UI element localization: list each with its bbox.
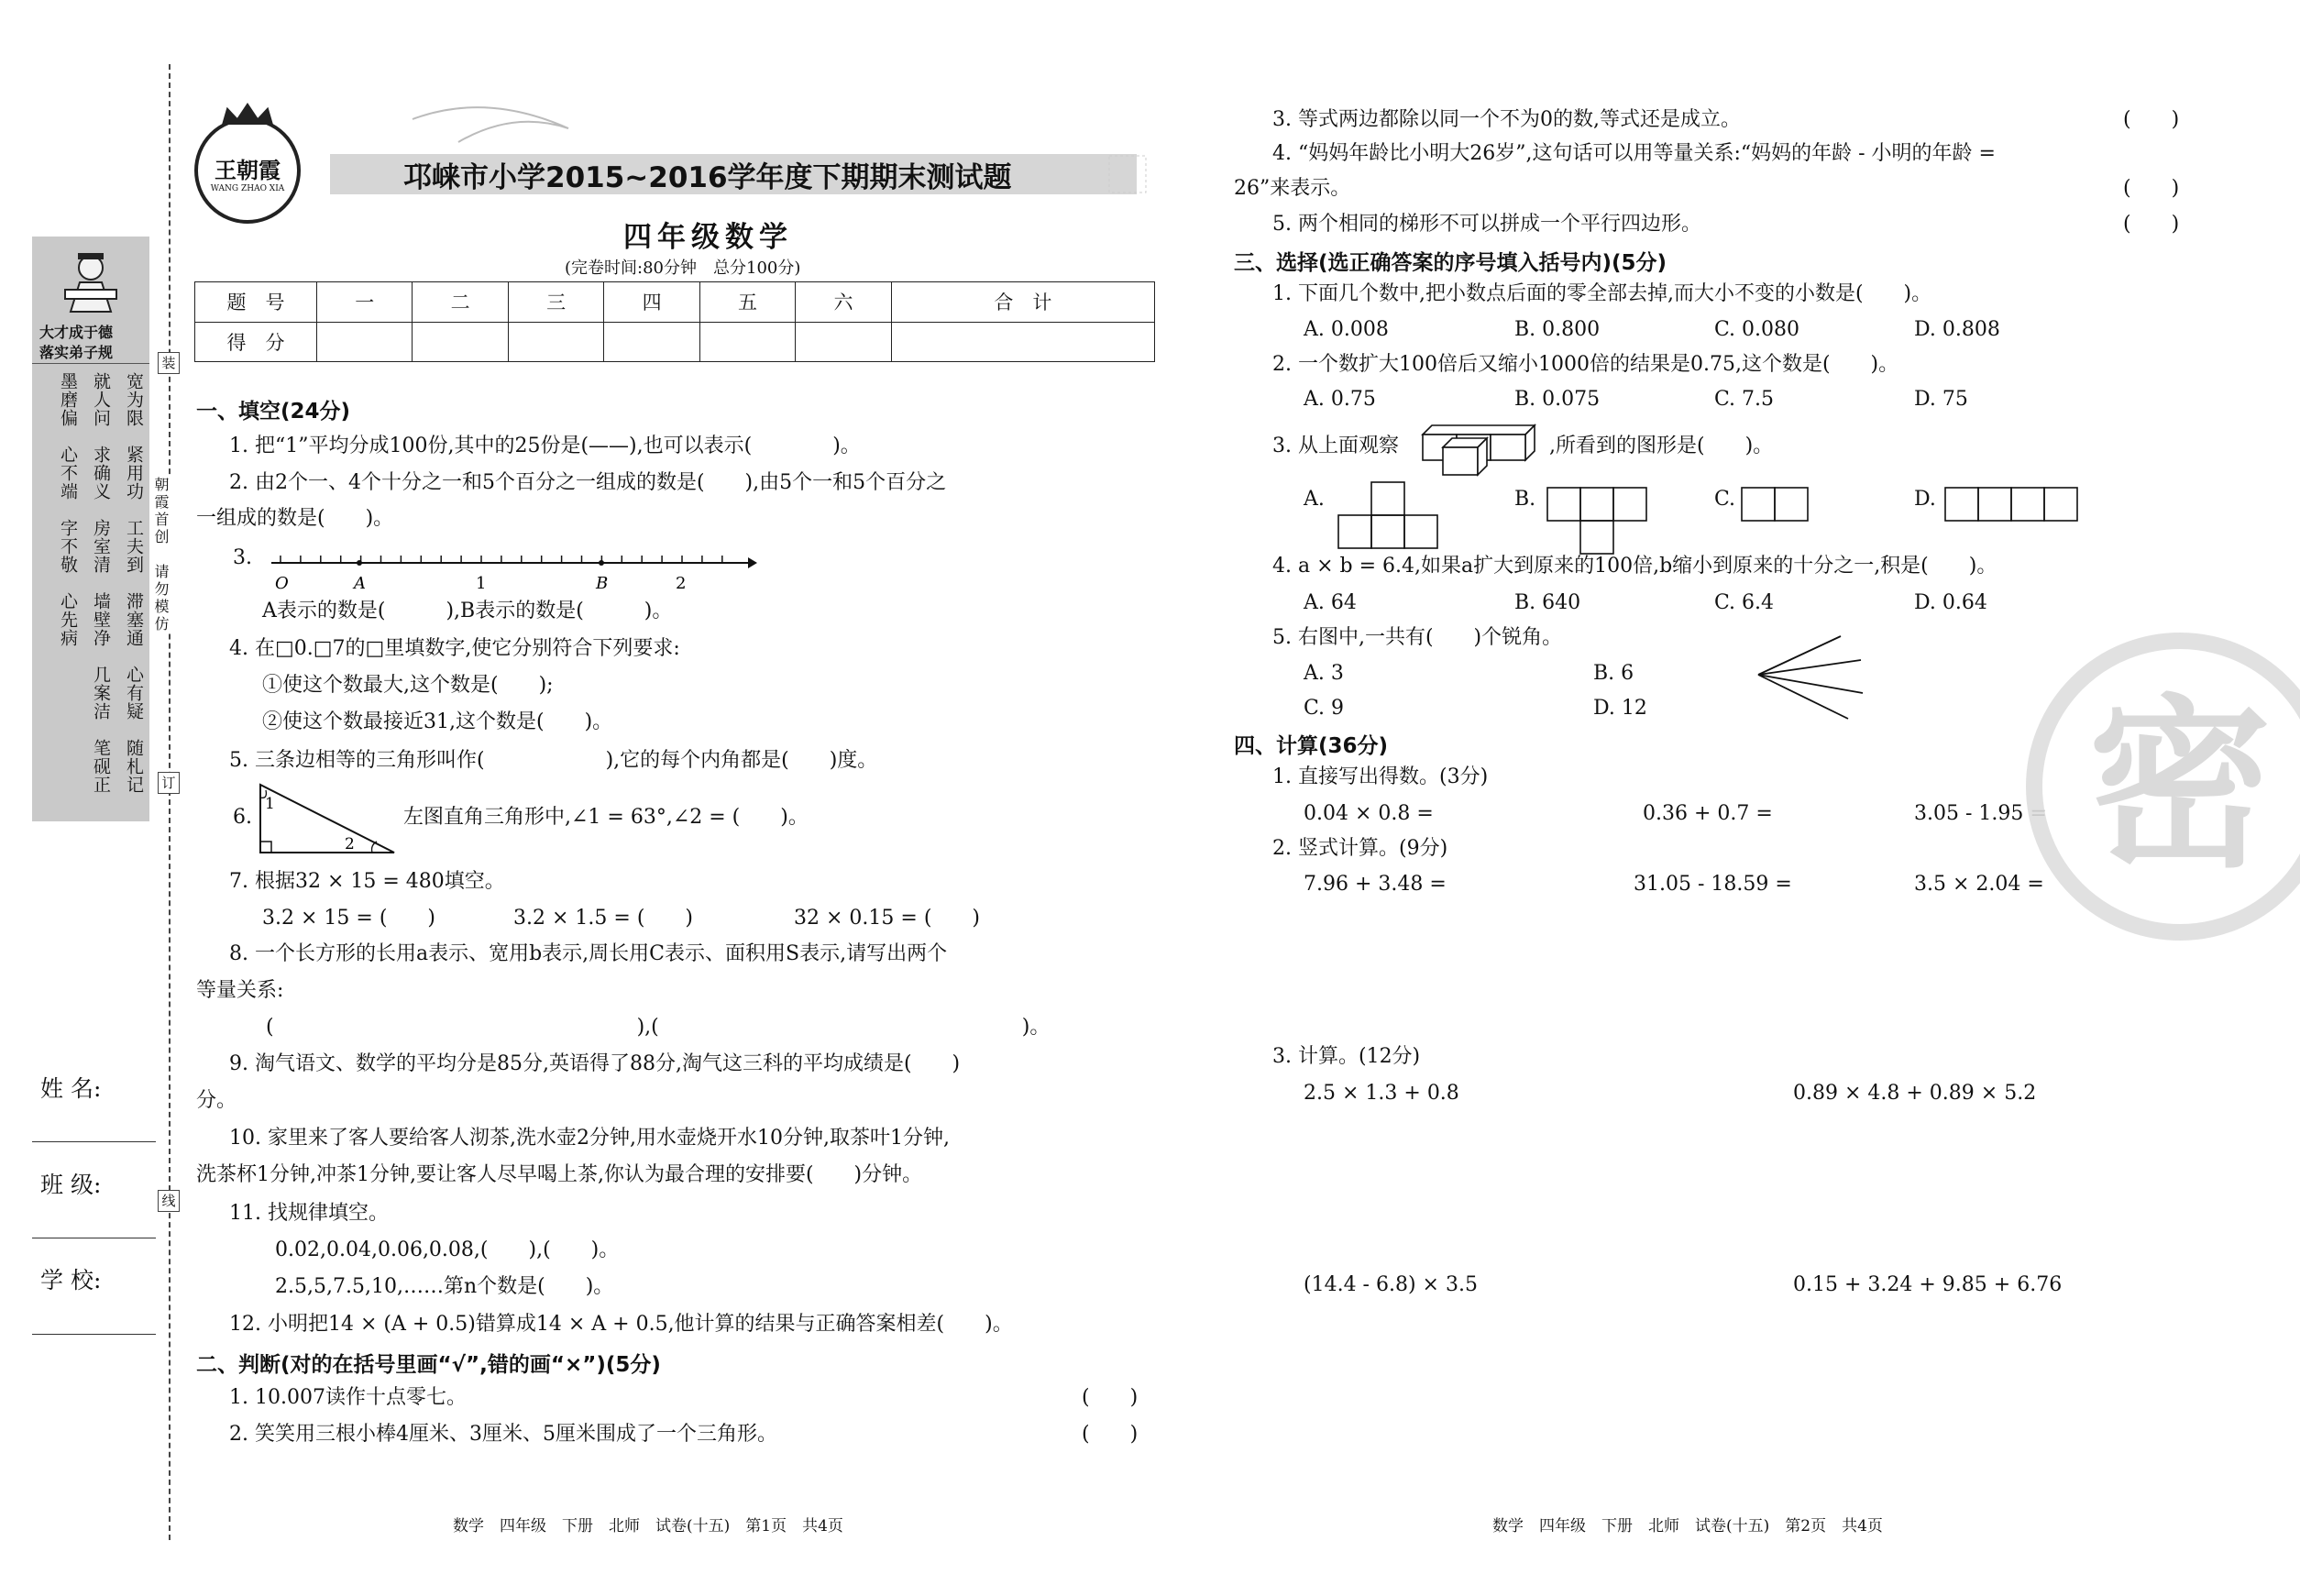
judge-question-5: 5. 两个相同的梯形不可以拼成一个平行四边形。 <box>1272 213 1701 236</box>
motto-top: 大才成于德 <box>39 324 114 341</box>
motto-sidebar <box>32 237 149 821</box>
time-note: (完卷时间:80分钟 总分100分) <box>565 259 801 278</box>
score-cell[interactable] <box>508 322 603 362</box>
motto-col-15: 字不敬 <box>58 519 78 574</box>
choice-3-option-a[interactable]: A. <box>1304 488 1325 511</box>
fill-question-4b: ②使这个数最接近31,这个数是( )。 <box>262 710 613 733</box>
score-header-cell: 一 <box>317 282 413 323</box>
score-cell[interactable] <box>413 322 508 362</box>
choice-4-option-b[interactable]: B. 640 <box>1514 591 1581 614</box>
choice-2-option-c[interactable]: C. 7.5 <box>1714 388 1775 411</box>
fill-question-11b: 2.5,5,7.5,10,……第n个数是( )。 <box>275 1275 614 1298</box>
section4-title: 四、计算(36分) <box>1234 734 1389 758</box>
judge-question-4b: 26”来表示。 <box>1234 177 1351 200</box>
judge-answer-1[interactable]: ( ) <box>1082 1386 1139 1409</box>
choice-3-shape-a <box>1337 480 1441 554</box>
triangle-angle-2-label: 2 <box>345 835 355 853</box>
choice-2-option-b[interactable]: B. 0.075 <box>1514 388 1601 411</box>
fold-mark-1: 装 <box>158 352 180 374</box>
fill-question-7c: 32 × 0.15 = ( ) <box>794 907 980 930</box>
page1-footer: 数学 四年级 下册 北师 试卷(十五) 第1页 共4页 <box>453 1517 843 1535</box>
copyright-note: 朝霞首创 请勿模仿 <box>152 477 170 633</box>
fill-question-5: 5. 三条边相等的三角形叫作( ),它的每个内角都是( )度。 <box>229 749 878 772</box>
fill-question-8b: 等量关系: <box>196 979 284 1002</box>
fill-question-2a: 2. 由2个一、4个十分之一和5个百分之一组成的数是( ),由5个一和5个百分之 <box>229 471 947 494</box>
number-line <box>262 546 757 592</box>
fill-question-4: 4. 在□0.□7的□里填数字,使它分别符合下列要求: <box>229 637 680 660</box>
choice-2-option-d[interactable]: D. 75 <box>1914 388 1968 411</box>
score-header-cell: 四 <box>604 282 699 323</box>
calc-3-item-1: 2.5 × 1.3 + 0.8 <box>1304 1082 1459 1105</box>
score-table <box>194 281 1155 362</box>
score-header-cell: 六 <box>796 282 891 323</box>
fill-question-4a: ①使这个数最大,这个数是( ); <box>262 674 554 697</box>
choice-question-3a: 3. 从上面观察 <box>1272 435 1399 457</box>
fill-question-11: 11. 找规律填空。 <box>229 1202 389 1225</box>
choice-4-option-c[interactable]: C. 6.4 <box>1714 591 1775 614</box>
choice-question-4: 4. a × b = 6.4,如果a扩大到原来的100倍,b缩小到原来的十分之一,积是( )。 <box>1272 555 1997 578</box>
fold-mark-3: 线 <box>158 1190 180 1212</box>
page2-footer: 数学 四年级 下册 北师 试卷(十五) 第2页 共4页 <box>1492 1517 1883 1535</box>
fill-question-6: 左图直角三角形中,∠1 = 63°,∠2 = ( )。 <box>403 806 809 829</box>
judge-question-1: 1. 10.007读作十点零七。 <box>229 1386 467 1409</box>
motto-columns <box>41 372 144 812</box>
choice-3-option-b[interactable]: B. <box>1514 488 1536 511</box>
fill-question-12: 12. 小明把14 × (A + 0.5)错算成14 × A + 0.5,他计算的结果与正确答案相差( )。 <box>229 1313 1013 1336</box>
fill-question-3-answers: A表示的数是( ),B表示的数是( )。 <box>262 600 673 622</box>
section2-title: 二、判断(对的在括号里画“√”,错的画“×”)(5分) <box>196 1353 661 1377</box>
fill-question-8a: 8. 一个长方形的长用a表示、宽用b表示,周长用C表示、面积用S表示,请写出两个 <box>229 942 948 965</box>
judge-question-2: 2. 笑笑用三根小棒4厘米、3厘米、5厘米围成了一个三角形。 <box>229 1423 777 1446</box>
publisher-logo <box>194 117 301 224</box>
score-header-cell: 五 <box>699 282 795 323</box>
choice-3-option-d[interactable]: D. <box>1914 488 1936 511</box>
motto-col-9: 房室清 <box>91 519 111 574</box>
school-field[interactable] <box>32 1334 156 1335</box>
choice-2-option-a[interactable]: A. 0.75 <box>1304 388 1376 411</box>
number-line-label-2: 2 <box>676 574 687 592</box>
fill-question-11a: 0.02,0.04,0.06,0.08,( ),( )。 <box>275 1238 620 1261</box>
motto-col-2: 紧用功 <box>124 446 144 501</box>
fill-question-1: 1. 把“1”平均分成100份,其中的25份是(——),也可以表示( )。 <box>229 435 861 457</box>
logo-text: 王朝霞 <box>215 157 281 183</box>
choice-question-3b: ,所看到的图形是( )。 <box>1549 435 1774 457</box>
fold-mark-2: 订 <box>158 772 180 794</box>
judge-answer-2[interactable]: ( ) <box>1082 1423 1139 1446</box>
choice-1-option-c[interactable]: C. 0.080 <box>1714 318 1800 341</box>
score-header-cell: 题 号 <box>195 282 317 323</box>
motto-col-12: 笔砚正 <box>91 739 111 794</box>
score-header-cell: 合 计 <box>891 282 1154 323</box>
choice-5-option-a[interactable]: A. 3 <box>1304 662 1344 685</box>
choice-4-option-a[interactable]: A. 64 <box>1304 591 1357 614</box>
subject-title: 四年级数学 <box>623 221 793 254</box>
score-cell[interactable] <box>891 322 1154 362</box>
fill-question-10a: 10. 家里来了客人要给客人沏茶,洗水壶2分钟,用水壶烧开水10分钟,取茶叶1分钟, <box>229 1127 950 1150</box>
right-triangle-figure <box>257 781 403 856</box>
calc-1-item-3: 3.05 - 1.95 = <box>1914 802 2047 825</box>
motto-col-10: 墙壁净 <box>91 592 111 647</box>
choice-question-2: 2. 一个数扩大100倍后又缩小1000倍的结果是0.75,这个数是( )。 <box>1272 353 1899 376</box>
score-cell[interactable] <box>317 322 413 362</box>
fill-question-9a: 9. 淘气语文、数学的平均分是85分,英语得了88分,淘气这三科的平均成绩是( ) <box>229 1052 961 1075</box>
fill-question-7: 7. 根据32 × 15 = 480填空。 <box>229 870 505 893</box>
fill-question-6-number: 6. <box>233 806 252 829</box>
score-row-label: 得 分 <box>195 322 317 362</box>
score-header-row <box>195 282 1155 323</box>
choice-5-option-d[interactable]: D. 12 <box>1593 697 1647 720</box>
score-cell[interactable] <box>604 322 699 362</box>
section1-title: 一、填空(24分) <box>196 400 351 424</box>
triangle-angle-1-label: 1 <box>265 795 275 813</box>
motto-col-7: 就人问 <box>91 372 111 427</box>
choice-4-option-d[interactable]: D. 0.64 <box>1914 591 1987 614</box>
scholar-figure-icon <box>54 246 127 319</box>
motto-col-6: 随札记 <box>124 739 144 794</box>
score-header-cell: 三 <box>508 282 603 323</box>
choice-3-shape-c <box>1740 486 1813 523</box>
calc-3-item-2: 0.89 × 4.8 + 0.89 × 5.2 <box>1793 1082 2037 1105</box>
choice-1-option-b[interactable]: B. 0.800 <box>1514 318 1601 341</box>
number-line-label-o: O <box>275 574 289 592</box>
score-cell[interactable] <box>796 322 891 362</box>
motto-col-5: 心有疑 <box>124 666 144 721</box>
secret-watermark <box>2026 633 2300 941</box>
calc-1-item-1: 0.04 × 0.8 = <box>1304 802 1434 825</box>
name-field[interactable] <box>32 1141 156 1142</box>
choice-question-5: 5. 右图中,一共有( )个锐角。 <box>1272 626 1563 649</box>
fill-question-3-number: 3. <box>233 546 252 569</box>
number-line-label-1: 1 <box>476 574 487 592</box>
fill-question-10b: 洗茶杯1分钟,冲茶1分钟,要让客人尽早喝上茶,你认为最合理的安排要( )分钟。 <box>196 1163 923 1186</box>
motto-col-13: 墨磨偏 <box>58 372 78 427</box>
motto-col-16: 心先病 <box>58 592 78 647</box>
judge-answer-5[interactable]: ( ) <box>2123 213 2180 236</box>
score-cell[interactable] <box>699 322 795 362</box>
number-line-label-a: A <box>354 574 366 592</box>
acute-angles-figure <box>1753 633 1872 724</box>
motto-col-1: 宽为限 <box>124 372 144 427</box>
choice-1-option-a[interactable]: A. 0.008 <box>1304 318 1389 341</box>
motto-bottom: 落实弟子规 <box>39 344 114 361</box>
number-line-label-b: B <box>596 574 609 592</box>
calc-question-2: 2. 竖式计算。(9分) <box>1272 837 1448 860</box>
section3-title: 三、选择(选正确答案的序号填入括号内)(5分) <box>1234 251 1667 275</box>
motto-col-4: 滞塞通 <box>124 592 144 647</box>
choice-3-shape-b <box>1546 486 1650 556</box>
watermark-char: 密 <box>2087 679 2272 893</box>
binding-dashed-line <box>169 64 171 1540</box>
school-label: 学 校: <box>40 1267 102 1293</box>
calc-3-item-3: (14.4 - 6.8) × 3.5 <box>1304 1273 1478 1296</box>
fill-question-9b: 分。 <box>196 1089 237 1112</box>
cube-solid-figure <box>1419 414 1547 479</box>
choice-5-option-b[interactable]: B. 6 <box>1593 662 1634 685</box>
name-label: 姓 名: <box>40 1075 102 1102</box>
fill-question-7a: 3.2 × 15 = ( ) <box>262 907 435 930</box>
motto-col-3: 工夫到 <box>124 519 144 574</box>
choice-3-shape-d <box>1943 486 2085 523</box>
calc-question-1: 1. 直接写出得数。(3分) <box>1272 765 1489 788</box>
score-header-cell: 二 <box>413 282 508 323</box>
motto-col-8: 求确义 <box>91 446 111 501</box>
logo-sub: WANG ZHAO XIA <box>210 184 285 193</box>
fill-question-8c: ( ),( )。 <box>266 1016 1051 1039</box>
class-label: 班 级: <box>40 1172 102 1198</box>
choice-question-1: 1. 下面几个数中,把小数点后面的零全部去掉,而大小不变的小数是( )。 <box>1272 282 1932 305</box>
judge-answer-4[interactable]: ( ) <box>2123 177 2180 200</box>
calc-2-item-3: 3.5 × 2.04 = <box>1914 873 2044 896</box>
exam-header-title: 邛崃市小学2015~2016学年度下期期末测试题 <box>403 161 1012 194</box>
judge-question-4a: 4. “妈妈年龄比小明大26岁”,这句话可以用等量关系:“妈妈的年龄 - 小明的年龄 = <box>1272 142 1996 165</box>
judge-question-3: 3. 等式两边都除以同一个不为0的数,等式还是成立。 <box>1272 108 1741 131</box>
choice-3-option-c[interactable]: C. <box>1714 488 1736 511</box>
fill-question-2b: 一组成的数是( )。 <box>196 507 394 530</box>
choice-5-option-c[interactable]: C. 9 <box>1304 697 1345 720</box>
calc-1-item-2: 0.36 + 0.7 = <box>1643 802 1773 825</box>
fill-question-7b: 3.2 × 1.5 = ( ) <box>513 907 693 930</box>
judge-answer-3[interactable]: ( ) <box>2123 108 2180 131</box>
calc-question-3: 3. 计算。(12分) <box>1272 1045 1421 1068</box>
motto-col-14: 心不端 <box>58 446 78 501</box>
choice-1-option-d[interactable]: D. 0.808 <box>1914 318 2000 341</box>
motto-col-11: 几案洁 <box>91 666 111 721</box>
calc-2-item-2: 31.05 - 18.59 = <box>1634 873 1792 896</box>
calc-3-item-4: 0.15 + 3.24 + 9.85 + 6.76 <box>1793 1273 2063 1296</box>
score-value-row <box>195 322 1155 362</box>
calc-2-item-1: 7.96 + 3.48 = <box>1304 873 1447 896</box>
